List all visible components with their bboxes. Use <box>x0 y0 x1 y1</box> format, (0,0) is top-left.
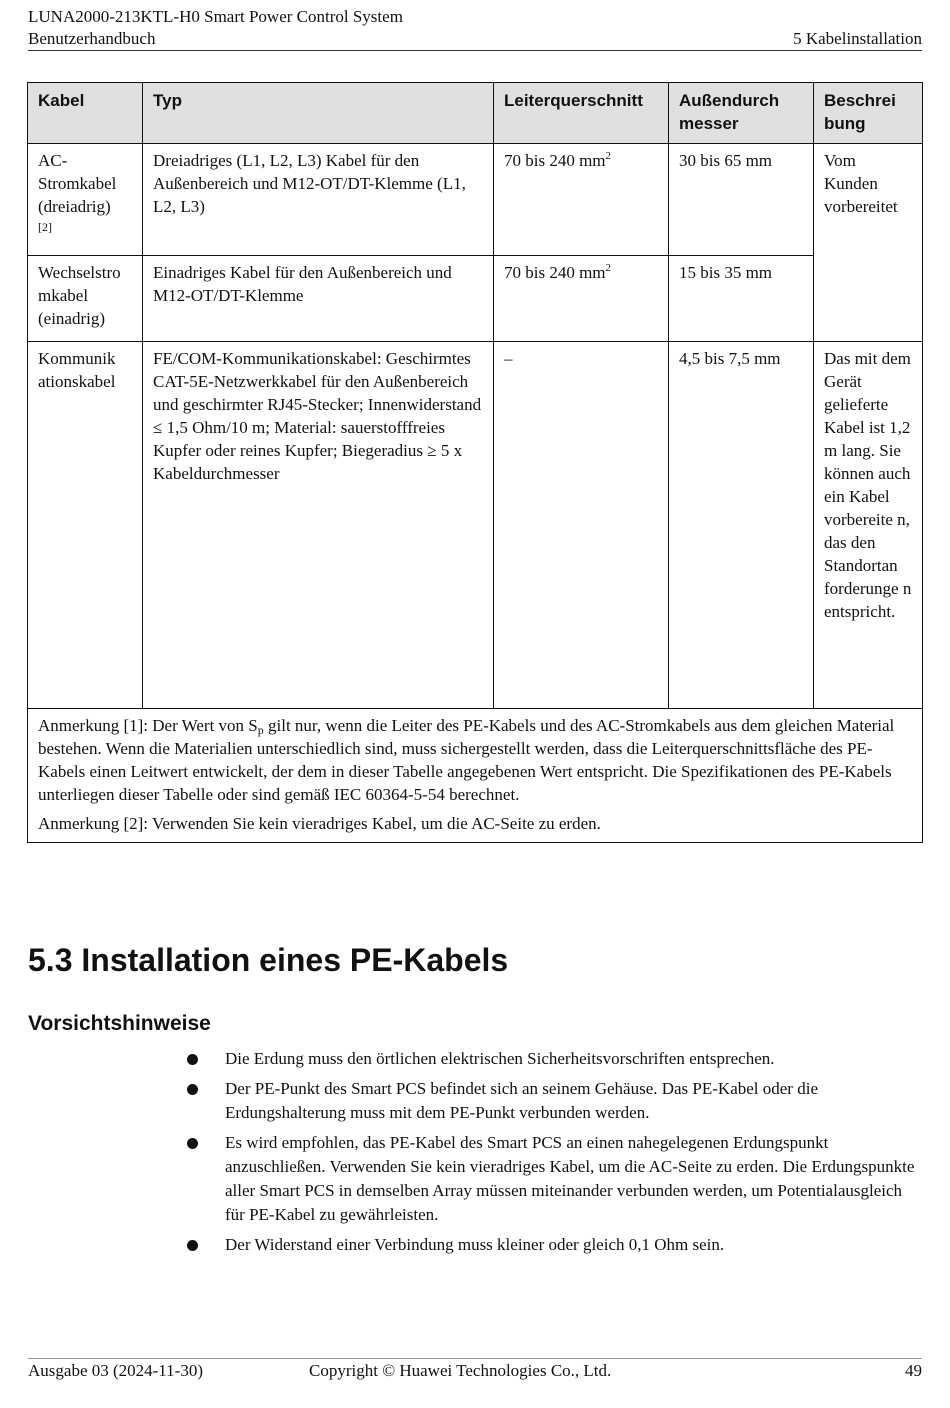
cell-durchmesser: 4,5 bis 7,5 mm <box>669 342 814 709</box>
page-number: 49 <box>905 1361 922 1380</box>
list-item <box>182 1077 922 1125</box>
cell-typ: Dreiadriges (L1, L2, L3) Kabel für den Außenbereich und M12-OT/DT-Klemme (L1, L2, L3) <box>143 144 494 256</box>
cross-section-value: 70 bis 240 mm <box>504 151 606 170</box>
cell-typ: Einadriges Kabel für den Außenbereich und M12-OT/DT-Klemme <box>143 256 494 342</box>
table-notes-row <box>28 709 923 843</box>
list-item-text: Der PE-Punkt des Smart PCS befindet sich an seinem Gehäuse. Das PE-Kabel oder die Erdungshalterung muss mit dem PE-Punkt verbunden werden. <box>225 1079 818 1122</box>
copyright: Copyright © Huawei Technologies Co., Ltd. <box>309 1361 612 1380</box>
cable-spec-table <box>27 82 923 843</box>
cell-durchmesser: 15 bis 35 mm <box>669 256 814 342</box>
note-1-subscript: p <box>257 723 264 737</box>
footnote-ref: [2] <box>38 220 52 234</box>
edition: Ausgabe 03 (2024-11-30) <box>28 1361 203 1380</box>
subsection-title: Vorsichtshinweise <box>28 1012 211 1035</box>
column-header-aussendurchmesser: Außendurch messer <box>669 83 814 144</box>
cell-durchmesser: 30 bis 65 mm <box>669 144 814 256</box>
column-header-typ: Typ <box>143 83 494 144</box>
chapter-title: 5 Kabelinstallation <box>793 29 922 48</box>
page-header <box>28 6 922 50</box>
cell-kabel: Kommunik ationskabel <box>28 342 143 709</box>
list-item-text: Die Erdung muss den örtlichen elektrischen Sicherheitsvorschriften entsprechen. <box>225 1049 775 1068</box>
list-item <box>182 1047 922 1071</box>
cell-kabel <box>28 144 143 256</box>
table-row <box>28 256 923 342</box>
list-item <box>182 1131 922 1227</box>
footer-divider <box>28 1358 922 1359</box>
cell-leiter: – <box>494 342 669 709</box>
page-footer <box>28 1360 922 1382</box>
column-header-leiterquerschnitt: Leiterquerschnitt <box>494 83 669 144</box>
note-2: Anmerkung [2]: Verwenden Sie kein vieradriges Kabel, um die AC-Seite zu erden. <box>38 814 601 833</box>
table-row <box>28 144 923 256</box>
cell-kabel: Wechselstro mkabel (einadrig) <box>28 256 143 342</box>
header-divider <box>28 50 922 51</box>
unit-superscript: 2 <box>605 262 612 274</box>
product-name: LUNA2000-213KTL-H0 Smart Power Control System <box>28 7 403 26</box>
document-type: Benutzerhandbuch <box>28 29 156 48</box>
cell-leiter <box>494 144 669 256</box>
cross-section-value: 70 bis 240 mm <box>504 263 606 282</box>
precautions-list <box>182 1047 922 1263</box>
cable-name: AC-Stromkabel (dreiadrig) <box>38 151 117 216</box>
cell-beschreibung: Das mit dem Gerät gelieferte Kabel ist 1,2 m lang. Sie können auch ein Kabel vorbereite n, das den Standortan forderunge n entspricht. <box>814 342 923 709</box>
bullet-icon <box>187 1084 198 1095</box>
list-item-text: Der Widerstand einer Verbindung muss kleiner oder gleich 0,1 Ohm sein. <box>225 1235 725 1254</box>
list-item-text: Es wird empfohlen, das PE-Kabel des Smart PCS an einen nahegelegenen Erdungspunkt anzuschließen. Verwenden Sie kein vieradriges Kabel, um die AC-Seite zu erden. Die Erdungspunkte aller Smart PCS in demselben Array müssen miteinander verbunden werden, um Potentialausgleich für PE-Kabel zu gewährleisten. <box>225 1133 915 1224</box>
cell-beschreibung: Vom Kunden vorbereitet <box>814 144 923 342</box>
table-row <box>28 342 923 709</box>
list-item <box>182 1233 922 1257</box>
section-title: 5.3 Installation eines PE-Kabels <box>28 942 509 978</box>
column-header-beschreibung: Beschrei bung <box>814 83 923 144</box>
column-header-kabel: Kabel <box>28 83 143 144</box>
bullet-icon <box>187 1054 198 1065</box>
cell-typ: FE/COM-Kommunikationskabel: Geschirmtes CAT-5E-Netzwerkkabel für den Außenbereich und geschirmter RJ45-Stecker; Innenwiderstand ≤ 1,5 Ohm/10 m; Material: sauerstofffreies Kupfer oder reines Kupfer; Biegeradius ≥ 5 x Kabeldurchmesser <box>143 342 494 709</box>
cell-leiter <box>494 256 669 342</box>
note-1-rest: gilt nur, wenn die Leiter des PE-Kabels und des AC-Stromkabels aus dem gleichen Material bestehen. Wenn die Materialien unterschiedlich sind, muss sichergestellt werden, dass die Leiterquerschnittsfläche des PE-Kabels einen Leitwert entwickelt, der dem in dieser Tabelle angegebenen Wert entspricht. Die Spezifikationen des PE-Kabels unterliegen dieser Tabelle oder sind gemäß IEC 60364-5-54 berechnet. <box>38 716 895 804</box>
bullet-icon <box>187 1240 198 1251</box>
unit-superscript: 2 <box>605 150 612 162</box>
note-1 <box>38 714 913 806</box>
bullet-icon <box>187 1138 198 1149</box>
table-notes <box>28 709 923 843</box>
table-header-row <box>28 83 923 144</box>
note-1-start: Anmerkung [1]: Der Wert von S <box>38 716 258 735</box>
